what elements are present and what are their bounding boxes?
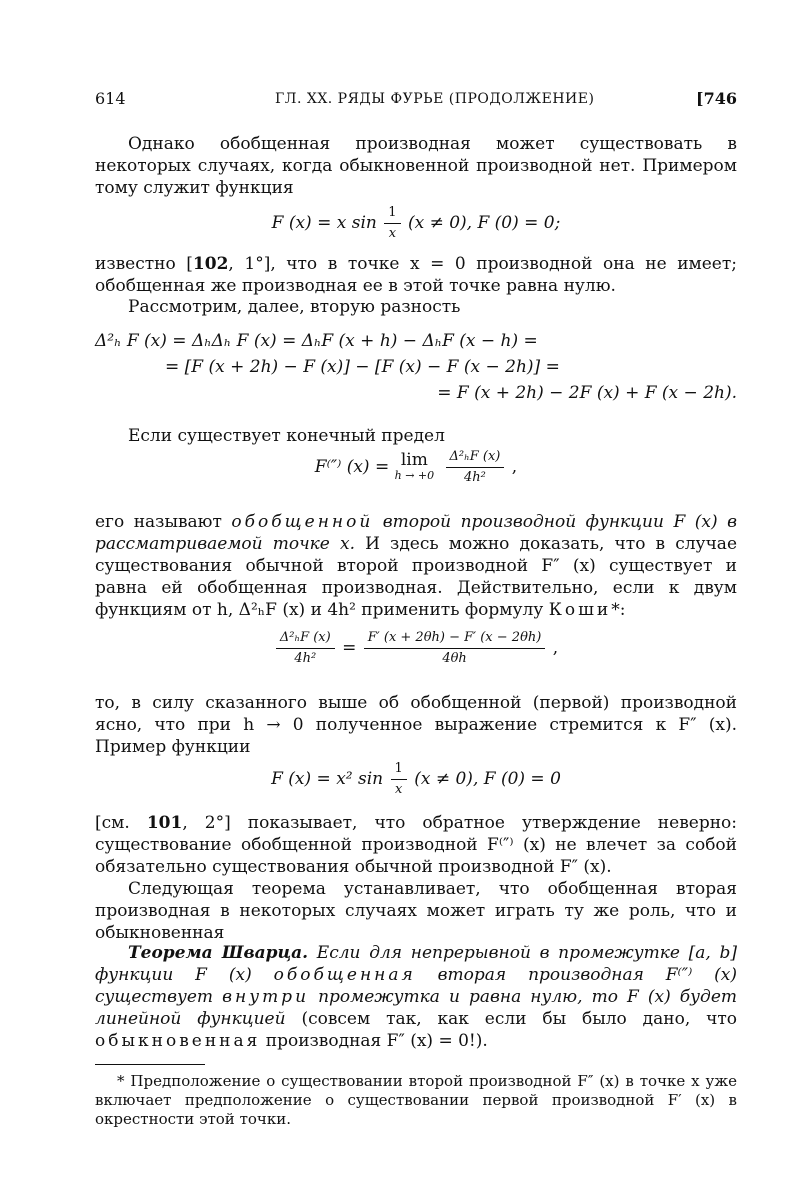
footnote [95,1072,737,1129]
fraction-numerator: Δ²ₕF (x) [446,447,505,468]
fraction-denominator: x [395,782,403,797]
text-run: Если для непрерывной в промежутке [a, b] функции F (x) [95,943,737,985]
text-run: его называют [95,512,232,532]
text-run: вторая производная F⁽″⁾ (x) существует [95,965,737,1007]
reference-number: 101 [146,813,183,833]
formula-lhs: F (x) = x² sin [271,769,384,789]
limit-operator [394,449,435,484]
formula-tail: , [552,638,559,658]
paragraph-intro: Однако обобщенная производная может существовать в некоторых случаях, когда обыкновенной производной нет. Примером тому служит функция [95,134,737,198]
formula-rhs: (x ≠ 0), F (0) = 0 [414,769,561,789]
spaced-name: Коши [548,600,612,620]
footnote-rule [95,1064,205,1065]
fraction-numerator: Δ²ₕF (x) [276,628,335,649]
formula-generalized-derivative [95,447,737,488]
footnote-text: * Предположение о существовании второй производной F″ (x) в точке x уже включает предположение о существовании первой производной F′ (x) в окрестности этой точки. [95,1072,737,1128]
text-run: [см. [95,813,147,833]
formula-f-x2-sin [95,759,737,800]
formula-f-x-sin [95,203,737,244]
text-run: производная F″ (x) = 0!). [260,1031,488,1051]
formula-tail: , [511,457,518,477]
paragraph-next-theorem: Следующая теорема устанавливает, что обобщенная вторая производная в некоторых случаях может играть ту же роль, что и обыкновенная [95,879,737,943]
page-number: 614 [95,89,126,108]
fraction-numerator: 1 [391,759,407,780]
fraction-denominator: 4h² [294,651,317,666]
theorem-title: Теорема Шварца. [128,943,309,963]
formula-lhs: F⁽″⁾ (x) = [314,457,390,477]
text-run: И здесь можно доказать, что в случае существования обычной второй производной F″ (x) существует и равна ей обобщенная производная. Действительно, если к двум функциям от h, Δ²ₕF (x) и 4h² применить формулу [95,534,737,620]
spaced-emphasis: обыкновенная [95,1031,261,1051]
limit-subscript: h → +0 [394,468,435,482]
fraction-numerator: F′ (x + 2θh) − F′ (x − 2θh) [364,628,546,649]
paragraph-consequence: то, в силу сказанного выше об обобщенной (первой) производной ясно, что при h → 0 полученное выражение стремится к F″ (x). Пример функции [95,693,737,757]
fraction-denominator: x [388,226,397,241]
formula-line-1: Δ²ₕ F (x) = ΔₕΔₕ F (x) = ΔₕF (x + h) − ΔₕF (x − h) = [95,331,538,351]
running-title: ГЛ. XX. РЯДЫ ФУРЬЕ (ПРОДОЛЖЕНИЕ) [275,91,595,107]
formula-line-3: = F (x + 2h) − 2F (x) + F (x − 2h). [437,383,737,403]
fraction-denominator: 4h² [464,470,486,485]
reference-number: 102 [192,254,229,274]
equals-sign: = [342,638,357,658]
paragraph-second-difference: Рассмотрим, далее, вторую разность [128,297,461,317]
paragraph-known [95,253,737,297]
text-run: (совсем так, как если бы было дано, что [285,1009,737,1029]
formula-line-2: = [F (x + 2h) − F (x)] − [F (x) − F (x − 2h)] = [165,357,560,377]
text-run: , 2°] показывает, что обратное утверждение неверно: существование обобщенной производной F⁽″⁾ (x) не влечет за собой обязательно существования обычной производной F″ (x). [95,813,738,877]
paragraph-limit: Если существует конечный предел [128,426,445,446]
theorem-schwarz [95,942,737,1052]
fraction [391,759,407,800]
fraction-right [364,628,546,669]
fraction-left [276,628,335,669]
fraction [384,203,400,244]
fraction-denominator: 4θh [442,651,467,666]
spaced-emphasis: обобщенной [231,512,374,532]
footnote-mark: *: [611,600,626,620]
paragraph-definition [95,511,737,621]
formula-rhs: (x ≠ 0), F (0) = 0; [407,213,561,233]
fraction [446,447,505,488]
text-run: , 1°], что в точке x = 0 производной она не имеет; обобщенная же производная ее в этой точке равна нулю. [95,254,738,296]
spaced-emphasis: внутри [222,987,310,1007]
paragraph-counterexample [95,812,737,878]
spaced-emphasis: обобщенная [273,965,416,985]
italic-emphasis: второй производной функции F (x) в рассматриваемой точке x. [95,512,737,554]
text-run: промежутка и равна нулю, то F (x) будет линейной функцией [95,987,737,1029]
formula-lhs: F (x) = x sin [271,213,377,233]
section-number: [746 [696,89,737,108]
page-header [95,88,737,112]
limit-word: lim [400,449,428,470]
formula-cauchy [95,628,737,669]
fraction-numerator: 1 [384,203,400,224]
text-run: известно [ [95,254,193,274]
